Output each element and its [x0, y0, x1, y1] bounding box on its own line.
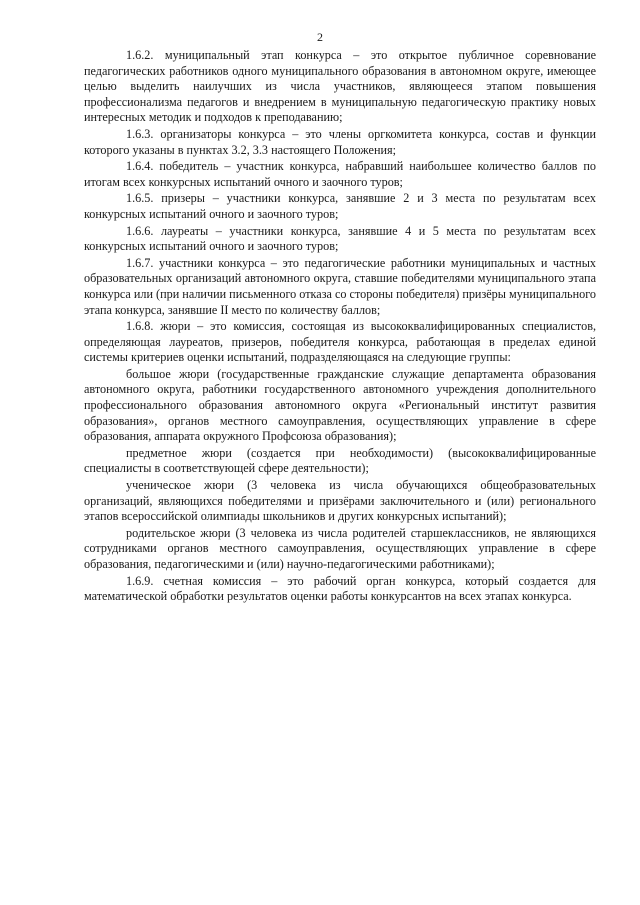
paragraph-1-6-9: 1.6.9. счетная комиссия – это рабочий орган конкурса, который создается для математической обработки результатов оценки работы конкурсантов на всех этапах конкурса.	[84, 573, 596, 604]
paragraph-jury-large: большое жюри (государственные гражданские служащие департамента образования автономного округа, работники государственного автономного учреждения дополнительного профессионального образования автономного округа «Региональный институт развития образования», органов местного самоуправления, осуществляющих управление в сфере образования, аппарата окружного Профсоюза образования);	[84, 366, 596, 444]
document-body	[84, 48, 596, 605]
paragraph-1-6-6: 1.6.6. лауреаты – участники конкурса, занявшие 4 и 5 места по результатам всех конкурсных испытаний очного и заочного туров;	[84, 223, 596, 254]
paragraph-1-6-7: 1.6.7. участники конкурса – это педагогические работники муниципальных и частных образовательных организаций автономного округа, ставшие победителями муниципального этапа конкурса или (при наличии письменного отказа со стороны победителя) призёры муниципального этапа конкурса, занявшие II место по количеству баллов;	[84, 255, 596, 317]
paragraph-1-6-2: 1.6.2. муниципальный этап конкурса – это открытое публичное соревнование педагогических работников одного муниципального образования в автономном округе, имеющее целью выделить наилучших из числа участников, являющееся этапом повышения профессионализма педагогов и внедрением в муниципальную педагогическую практику новых интересных методик и подходов к преподаванию;	[84, 48, 596, 125]
paragraph-jury-subject: предметное жюри (создается при необходимости) (высококвалифицированные специалисты в соответствующей сфере деятельности);	[84, 445, 596, 476]
paragraph-jury-parent: родительское жюри (3 человека из числа родителей старшеклассников, не являющихся сотрудниками органов местного самоуправления, осуществляющих управление в сфере образования, педагогическими и (или) научно-педагогическими работниками);	[84, 525, 596, 571]
paragraph-1-6-4: 1.6.4. победитель – участник конкурса, набравший наибольшее количество баллов по итогам всех конкурсных испытаний очного и заочного туров;	[84, 159, 596, 189]
page-number: 2	[317, 30, 323, 44]
paragraph-jury-student: ученическое жюри (3 человека из числа обучающихся общеобразовательных организаций, являющихся победителями и призёрами заключительного и (или) регионального этапов всероссийской олимпиады школьников и других конкурсных испытаний);	[84, 478, 596, 524]
paragraph-1-6-3: 1.6.3. организаторы конкурса – это члены оргкомитета конкурса, состав и функции которого указаны в пунктах 3.2, 3.3 настоящего Положения;	[84, 126, 596, 157]
paragraph-1-6-8: 1.6.8. жюри – это комиссия, состоящая из высококвалифицированных специалистов, определяющая лауреатов, призеров, победителя конкурса, работающая в пределах единой системы критериев оценки испытаний, подразделяющаяся на следующие группы:	[84, 319, 596, 365]
paragraph-1-6-5: 1.6.5. призеры – участники конкурса, занявшие 2 и 3 места по результатам всех конкурсных испытаний очного и заочного туров;	[84, 191, 596, 221]
